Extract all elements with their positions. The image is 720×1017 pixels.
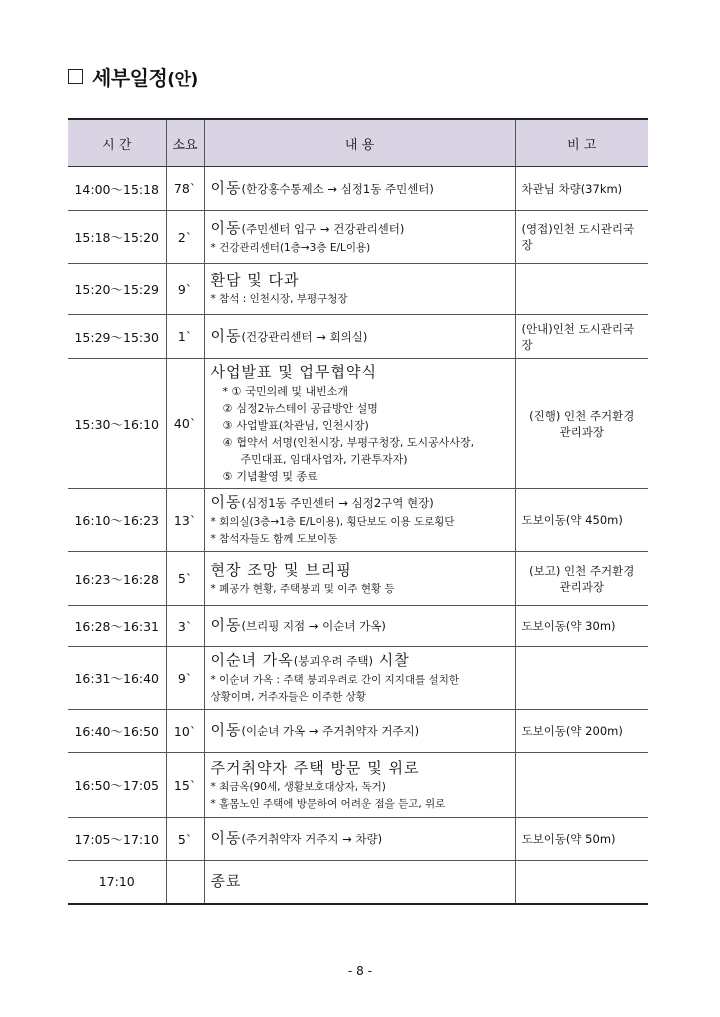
- time-cell: 15:20～15:29: [68, 264, 166, 315]
- content-note: * 참석 : 인천시장, 부평구청장: [210, 293, 348, 305]
- duration-cell: 15`: [166, 753, 204, 818]
- agenda-item-number: ⑤: [222, 470, 233, 483]
- duration-cell: 5`: [166, 818, 204, 861]
- content-cell: [204, 818, 515, 861]
- content-cell: [204, 211, 515, 264]
- agenda-item-text: 기념촬영 및 종료: [236, 470, 318, 483]
- agenda-item: [211, 451, 509, 468]
- duration-cell: 13`: [166, 489, 204, 552]
- content-note: * 회의실(3층→1층 E/L이용), 횡단보도 이용 도로횡단: [210, 516, 455, 528]
- remark-cell: [515, 647, 648, 710]
- remark-cell: (영접)인천 도시관리국장: [515, 211, 648, 264]
- agenda-item: [211, 468, 509, 485]
- remark-cell: [515, 359, 648, 489]
- agenda-item: [211, 383, 509, 400]
- content-main: [211, 326, 509, 348]
- content-main: [211, 650, 509, 672]
- content-main-text: 종료: [210, 872, 242, 891]
- agenda-item-number: * ①: [222, 385, 242, 398]
- table-row: [68, 167, 648, 211]
- section-heading: [68, 62, 198, 91]
- header-content: 내 용: [204, 119, 515, 167]
- content-main: [211, 218, 509, 240]
- duration-cell: 2`: [166, 211, 204, 264]
- remark-cell: [515, 861, 648, 904]
- remark-cell: [515, 753, 648, 818]
- time-cell: 16:31～16:40: [68, 647, 166, 710]
- agenda-item-text: 국민의례 및 내빈소개: [245, 385, 348, 398]
- time-cell: 15:29～15:30: [68, 315, 166, 359]
- content-cell: [204, 315, 515, 359]
- agenda-item-text: 협약서 서명(인천시장, 부평구청장, 도시공사사장,: [236, 436, 475, 449]
- agenda-item-text: 심정2뉴스테이 공급방안 설명: [236, 402, 378, 415]
- duration-cell: 10`: [166, 710, 204, 753]
- content-cell: [204, 552, 515, 606]
- duration-cell: 9`: [166, 264, 204, 315]
- content-main-text: 이동: [210, 616, 242, 634]
- time-cell: 15:30～16:10: [68, 359, 166, 489]
- content-main-sub: (주민센터 입구 → 건강관리센터): [241, 221, 405, 236]
- header-duration: 소요: [166, 119, 204, 167]
- content-cell: [204, 489, 515, 552]
- checkbox-square-icon: [68, 69, 83, 84]
- table-row: [68, 818, 648, 861]
- content-main-text: 이동: [210, 178, 242, 197]
- content-main: [211, 720, 509, 742]
- schedule-table: [68, 118, 648, 905]
- content-main-text: 환담 및 다과: [210, 271, 300, 289]
- content-main: [211, 492, 509, 514]
- heading-title: 세부일정: [92, 66, 168, 90]
- table-row: [68, 264, 648, 315]
- agenda-item-text: 사업발표(차관님, 인천시장): [236, 419, 369, 432]
- remark-line: (진행) 인천 주거환경: [529, 408, 635, 423]
- content-main-tail: 시찰: [373, 651, 410, 669]
- content-main-text: 이동: [210, 721, 242, 739]
- content-cell: [204, 753, 515, 818]
- page-number: - 8 -: [348, 964, 372, 978]
- time-cell: 16:10～16:23: [68, 489, 166, 552]
- content-note: * 홀몸노인 주택에 방문하여 어려운 점을 듣고, 위로: [210, 797, 446, 810]
- content-cell: [204, 264, 515, 315]
- header-remark: 비 고: [515, 119, 648, 167]
- agenda-item-number: ④: [222, 436, 233, 449]
- duration-cell: 9`: [166, 647, 204, 710]
- content-main: [211, 758, 509, 779]
- content-main-text: 현장 조망 및 브리핑: [210, 560, 352, 579]
- duration-cell: 5`: [166, 552, 204, 606]
- remark-line: 관리과장: [559, 579, 604, 594]
- duration-cell: 1`: [166, 315, 204, 359]
- content-note: * 이순녀 가옥 : 주택 붕괴우려로 간이 지지대를 설치한: [210, 674, 459, 686]
- content-main: [211, 270, 509, 291]
- table-row: [68, 552, 648, 606]
- content-main-sub: (주거취약자 거주지 → 차량): [241, 832, 383, 846]
- content-main-text: 이동: [210, 326, 242, 345]
- content-note: * 폐공가 현황, 주택붕괴 및 이주 현황 등: [210, 582, 395, 595]
- duration-cell: 40`: [166, 359, 204, 489]
- remark-cell: [515, 552, 648, 606]
- time-cell: 16:23～16:28: [68, 552, 166, 606]
- duration-cell: 3`: [166, 606, 204, 647]
- agenda-item-number: ③: [222, 419, 233, 432]
- content-note: * 최금옥(90세, 생활보호대상자, 독거): [210, 780, 386, 793]
- content-main-sub: (심정1동 주민센터 → 심정2구역 현장): [241, 496, 434, 510]
- table-row: [68, 753, 648, 818]
- content-main-text: 이순녀 가옥: [210, 651, 294, 669]
- agenda-item-text: 주민대표, 임대사업자, 기관투자자): [240, 453, 408, 466]
- time-cell: 16:28～16:31: [68, 606, 166, 647]
- content-cell: [204, 359, 515, 489]
- agenda-item: [211, 417, 509, 434]
- content-cell: [204, 647, 515, 710]
- content-cell: [204, 167, 515, 211]
- content-cell: [204, 861, 515, 904]
- duration-cell: 78`: [166, 167, 204, 211]
- table-row: [68, 647, 648, 710]
- content-main-text: 주거취약자 주택 방문 및 위로: [210, 758, 420, 777]
- content-main: [211, 560, 509, 581]
- time-cell: 16:40～16:50: [68, 710, 166, 753]
- agenda-item: [211, 434, 509, 451]
- remark-line: (보고) 인천 주거환경: [529, 563, 635, 578]
- table-row: [68, 315, 648, 359]
- duration-cell: [166, 861, 204, 904]
- remark-cell: 도보이동(약 30m): [515, 606, 648, 647]
- content-cell: [204, 710, 515, 753]
- content-cell: [204, 606, 515, 647]
- content-main-text: 이동: [210, 493, 242, 511]
- content-main-sub: (붕괴우려 주택): [293, 654, 374, 668]
- content-note: 상황이며, 거주자들은 이주한 상황: [210, 691, 366, 703]
- remark-cell: 차관님 차량(37km): [515, 167, 648, 211]
- time-cell: 15:18～15:20: [68, 211, 166, 264]
- remark-line: 관리과장: [559, 424, 604, 439]
- content-main: [211, 871, 509, 892]
- content-note: * 건강관리센터(1층→3층 E/L이용): [210, 241, 371, 254]
- remark-cell: 도보이동(약 450m): [515, 489, 648, 552]
- content-main: [211, 178, 509, 200]
- heading-paren: (안): [167, 70, 198, 90]
- content-main-sub: (한강홍수통제소 → 심정1동 주민센터): [241, 181, 434, 196]
- content-main: [211, 828, 509, 850]
- time-cell: 17:05～17:10: [68, 818, 166, 861]
- content-main-text: 이동: [210, 829, 242, 847]
- content-main: [211, 615, 509, 637]
- content-main-sub: (브리핑 지점 → 이순녀 가옥): [241, 619, 386, 633]
- content-main-text: 사업발표 및 업무협약식: [210, 363, 377, 381]
- agenda-item: [211, 400, 509, 417]
- table-row: [68, 489, 648, 552]
- table-row: [68, 359, 648, 489]
- content-note: * 참석자들도 함께 도보이동: [210, 533, 338, 545]
- table-row: [68, 710, 648, 753]
- remark-cell: 도보이동(약 50m): [515, 818, 648, 861]
- content-main: [211, 362, 509, 383]
- remark-cell: (안내)인천 도시관리국장: [515, 315, 648, 359]
- time-cell: 17:10: [68, 861, 166, 904]
- agenda-item-number: ②: [222, 402, 233, 415]
- time-cell: 16:50～17:05: [68, 753, 166, 818]
- table-header-row: [68, 119, 648, 167]
- table-row: [68, 211, 648, 264]
- time-cell: 14:00～15:18: [68, 167, 166, 211]
- content-main-text: 이동: [210, 218, 242, 237]
- content-main-sub: (건강관리센터 → 회의실): [241, 329, 368, 344]
- table-row: [68, 861, 648, 904]
- remark-cell: 도보이동(약 200m): [515, 710, 648, 753]
- content-main-sub: (이순녀 가옥 → 주거취약자 거주지): [241, 724, 420, 738]
- table-row: [68, 606, 648, 647]
- header-time: 시 간: [68, 119, 166, 167]
- remark-cell: [515, 264, 648, 315]
